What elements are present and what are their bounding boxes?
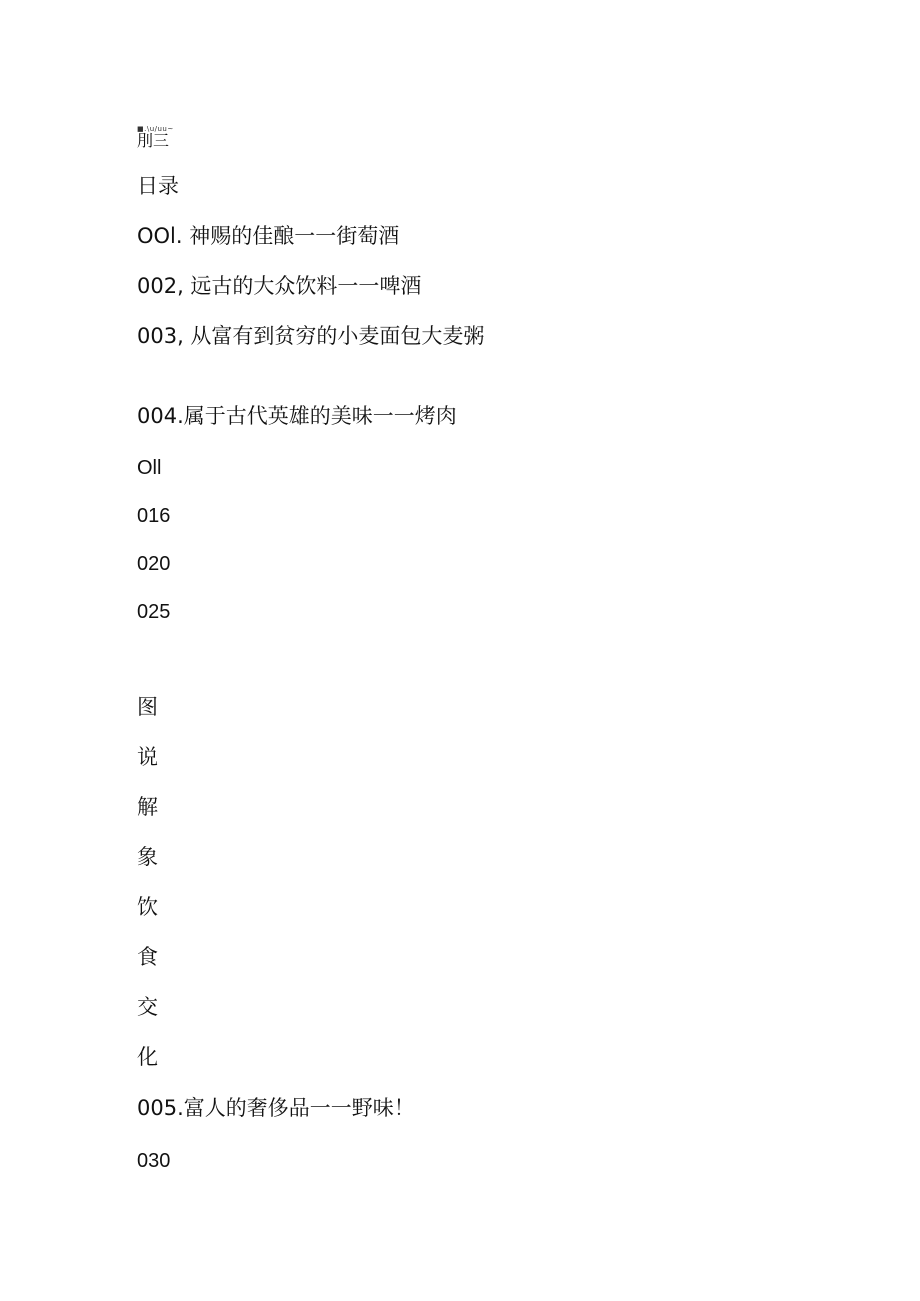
- vertical-title-char: 说: [137, 745, 158, 769]
- toc-page-number-5: 030: [137, 1150, 171, 1172]
- toc-entry-2: 002, 远古的大众饮料一一啤酒: [137, 274, 422, 298]
- toc-page-number-1: Oll: [137, 457, 162, 479]
- toc-entry-4: 004.属于古代英雄的美味一一烤肉: [137, 404, 457, 428]
- toc-page-number-4: 025: [137, 601, 171, 623]
- vertical-title-char: 化: [137, 1045, 158, 1069]
- vertical-title-char: 饮: [137, 895, 158, 919]
- header-mark: ■.\u/uu~: [137, 125, 174, 133]
- toc-entry-3: 003, 从富有到贫穷的小麦面包大麦粥: [137, 324, 485, 348]
- toc-page-number-3: 020: [137, 553, 171, 575]
- vertical-title-char: 图: [137, 695, 158, 719]
- preface-heading: 刖三: [137, 131, 170, 150]
- toc-page-number-2: 016: [137, 505, 171, 527]
- vertical-title-char: 食: [137, 945, 158, 969]
- vertical-title-char: 象: [137, 845, 158, 869]
- vertical-title-char: 解: [137, 795, 158, 819]
- toc-entry-5: 005.富人的奢侈品一一野味！: [137, 1096, 415, 1120]
- toc-title: 日录: [137, 174, 179, 198]
- toc-entry-1: OOl. 神赐的佳酿一一街萄酒: [137, 224, 400, 248]
- vertical-title-char: 交: [137, 995, 158, 1019]
